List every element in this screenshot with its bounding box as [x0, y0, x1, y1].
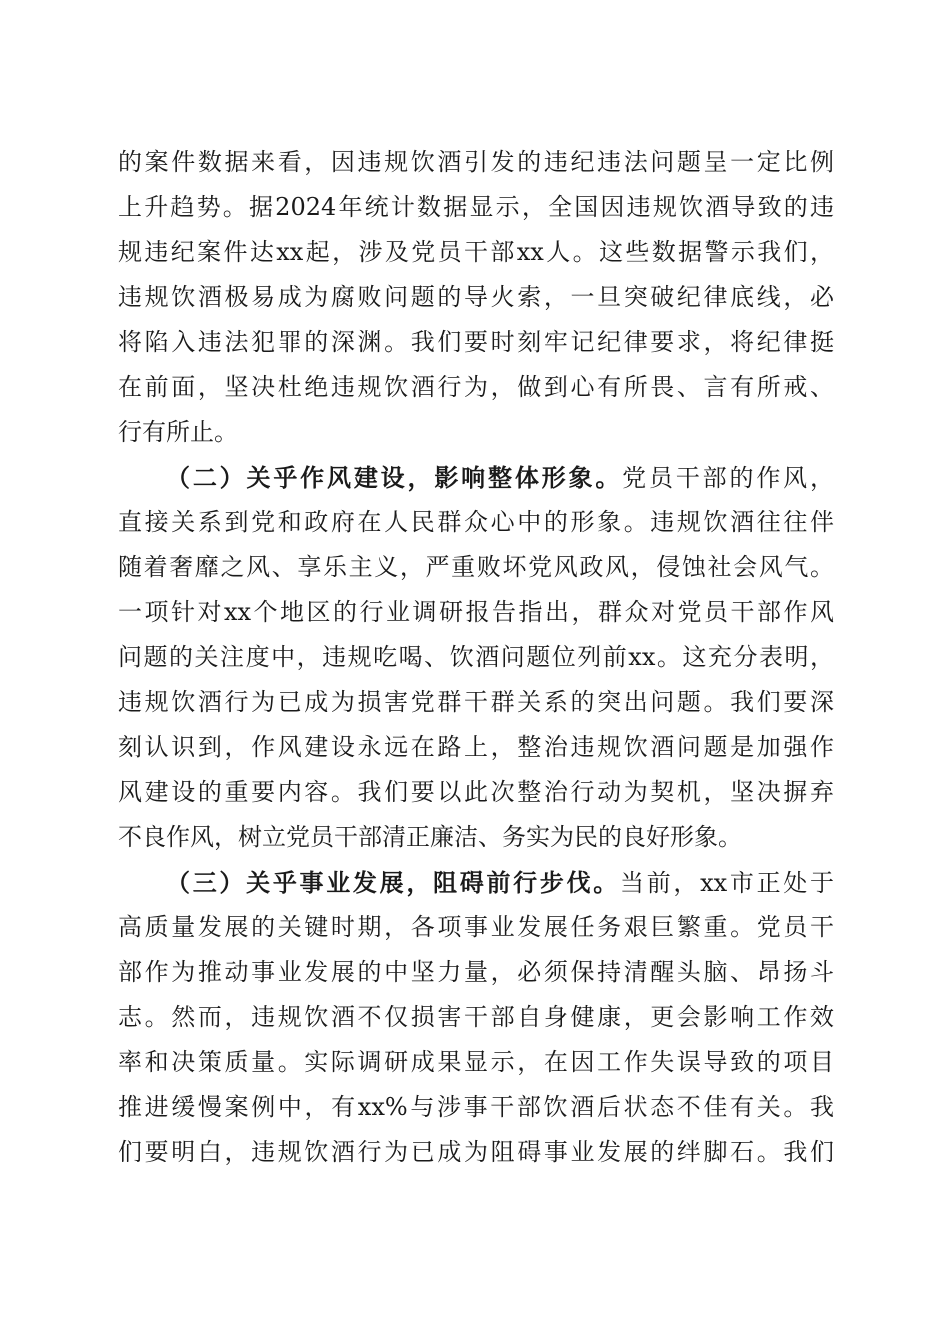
- section-heading: （三）关乎事业发展，阻碍前行步伐。: [166, 868, 620, 897]
- text-line: 上升趋势。据2024年统计数据显示，全国因违规饮酒导致的违: [118, 193, 834, 221]
- text-line: 直接关系到党和政府在人民群众心中的形象。违规饮酒往往伴: [118, 508, 834, 536]
- text-line: 随着奢靡之风、享乐主义，严重败坏党风政风，侵蚀社会风气。: [118, 553, 834, 581]
- text-line: 推进缓慢案例中，有xx%与涉事干部饮酒后状态不佳有关。我: [118, 1093, 834, 1121]
- text-line: 们要明白，违规饮酒行为已成为阻碍事业发展的绊脚石。我们: [118, 1138, 834, 1166]
- text-line: 的案件数据来看，因违规饮酒引发的违纪违法问题呈一定比例: [118, 148, 834, 176]
- text-line: 在前面，坚决杜绝违规饮酒行为，做到心有所畏、言有所戒、: [118, 373, 834, 401]
- text-line: 率和决策质量。实际调研成果显示，在因工作失误导致的项目: [118, 1048, 834, 1076]
- document-body: [118, 140, 834, 1175]
- text-line: 不良作风，树立党员干部清正廉洁、务实为民的良好形象。: [118, 823, 742, 851]
- text-line: 志。然而，违规饮酒不仅损害干部自身健康，更会影响工作效: [118, 1003, 834, 1031]
- section-first-line: [118, 860, 834, 905]
- text-line: 行有所止。: [118, 418, 238, 446]
- text-line: 一项针对xx个地区的行业调研报告指出，群众对党员干部作风: [118, 598, 834, 626]
- section-first-line: [118, 455, 834, 500]
- text-segment: 党员干部的作风，: [622, 464, 835, 492]
- text-line: 部作为推动事业发展的中坚力量，必须保持清醒头脑、昂扬斗: [118, 958, 834, 986]
- text-line: 刻认识到，作风建设永远在路上，整治违规饮酒问题是加强作: [118, 733, 834, 761]
- section-heading: （二）关乎作风建设，影响整体形象。: [166, 463, 623, 492]
- text-line: 违规饮酒极易成为腐败问题的导火索，一旦突破纪律底线，必: [118, 283, 834, 311]
- text-line: 问题的关注度中，违规吃喝、饮酒问题位列前xx。这充分表明，: [118, 643, 834, 671]
- text-line: 违规饮酒行为已成为损害党群干群关系的突出问题。我们要深: [118, 688, 834, 716]
- text-line: 将陷入违法犯罪的深渊。我们要时刻牢记纪律要求，将纪律挺: [118, 328, 834, 356]
- text-line: 高质量发展的关键时期，各项事业发展任务艰巨繁重。党员干: [118, 913, 834, 941]
- text-line: 风建设的重要内容。我们要以此次整治行动为契机，坚决摒弃: [118, 778, 834, 806]
- text-segment: 当前，xx市正处于: [620, 869, 835, 897]
- text-line: 规违纪案件达xx起，涉及党员干部xx人。这些数据警示我们，: [118, 238, 834, 266]
